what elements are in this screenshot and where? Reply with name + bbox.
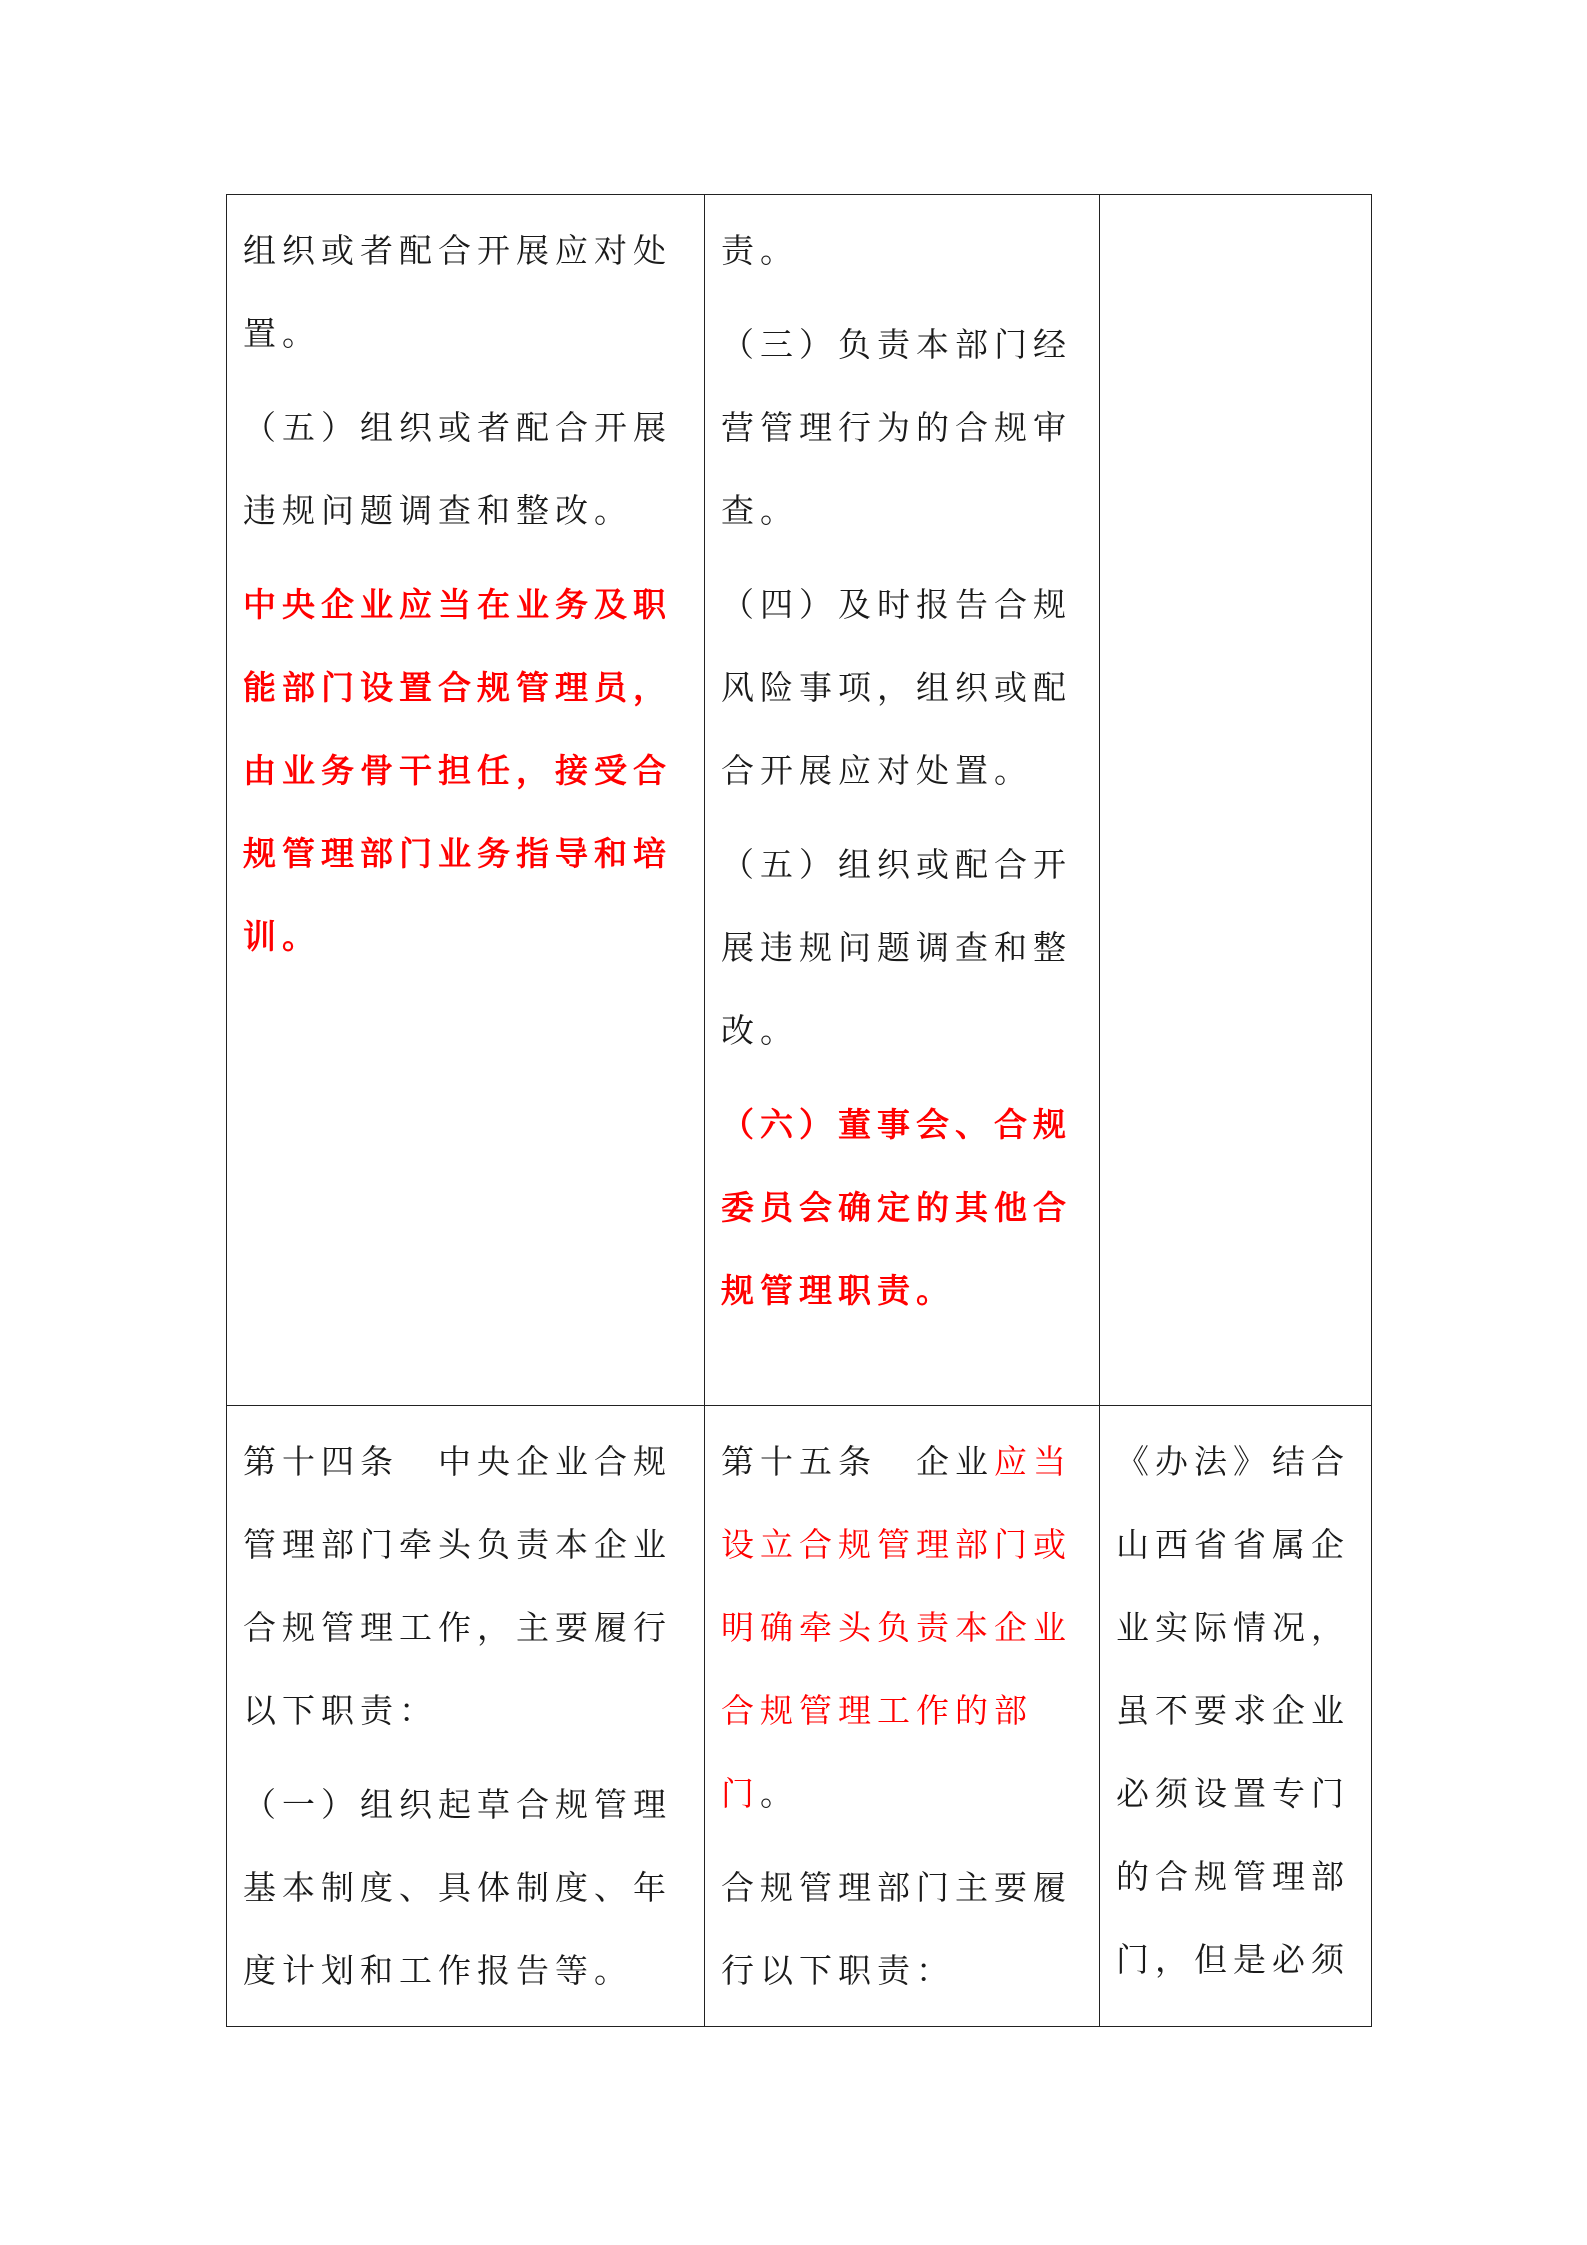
paragraph: 组织或者配合开展应对处置。 [243, 231, 672, 353]
table-cell-col2 [705, 1406, 1100, 2027]
paragraph: （五）组织或者配合开展违规问题调查和整改。 [243, 408, 672, 530]
comparison-table [226, 194, 1372, 2027]
table-cell-col3 [1100, 195, 1372, 1406]
paragraph: 第十四条 中央企业合规管理部门牵头负责本企业合规管理工作，主要履行以下职责： [243, 1442, 672, 1730]
highlighted-text: 应当设立合规管理部门或明确牵头负责本企业合规管理工作的部门 [721, 1442, 1072, 1813]
table-cell-col1 [227, 1406, 705, 2027]
article-prefix: 第十五条 企业 [721, 1442, 994, 1481]
paragraph: （一）组织起草合规管理基本制度、具体制度、年度计划和工作报告等。 [243, 1785, 672, 1990]
table-row [227, 1406, 1372, 2027]
table-cell-col1 [227, 195, 705, 1406]
paragraph [721, 1420, 1087, 1835]
paragraph: 责。 [721, 231, 799, 270]
table-cell-col3 [1100, 1406, 1372, 2027]
paragraph: （五）组织或配合开展违规问题调查和整改。 [721, 845, 1072, 1050]
table-row [227, 195, 1372, 1406]
paragraph: 《办法》结合山西省省属企业实际情况，虽不要求企业必须设置专门的合规管理部门，但是必须 [1116, 1442, 1350, 1979]
highlighted-paragraph: 中央企业应当在业务及职能部门设置合规管理员，由业务骨干担任，接受合规管理部门业务指导和培训。 [243, 585, 672, 956]
paragraph: 合规管理部门主要履行以下职责： [721, 1868, 1072, 1990]
paragraph: （四）及时报告合规风险事项，组织或配合开展应对处置。 [721, 585, 1072, 790]
punctuation: 。 [760, 1774, 799, 1813]
highlighted-paragraph: （六）董事会、合规委员会确定的其他合规管理职责。 [721, 1105, 1072, 1310]
paragraph: （三）负责本部门经营管理行为的合规审查。 [721, 325, 1072, 530]
table-cell-col2 [705, 195, 1100, 1406]
